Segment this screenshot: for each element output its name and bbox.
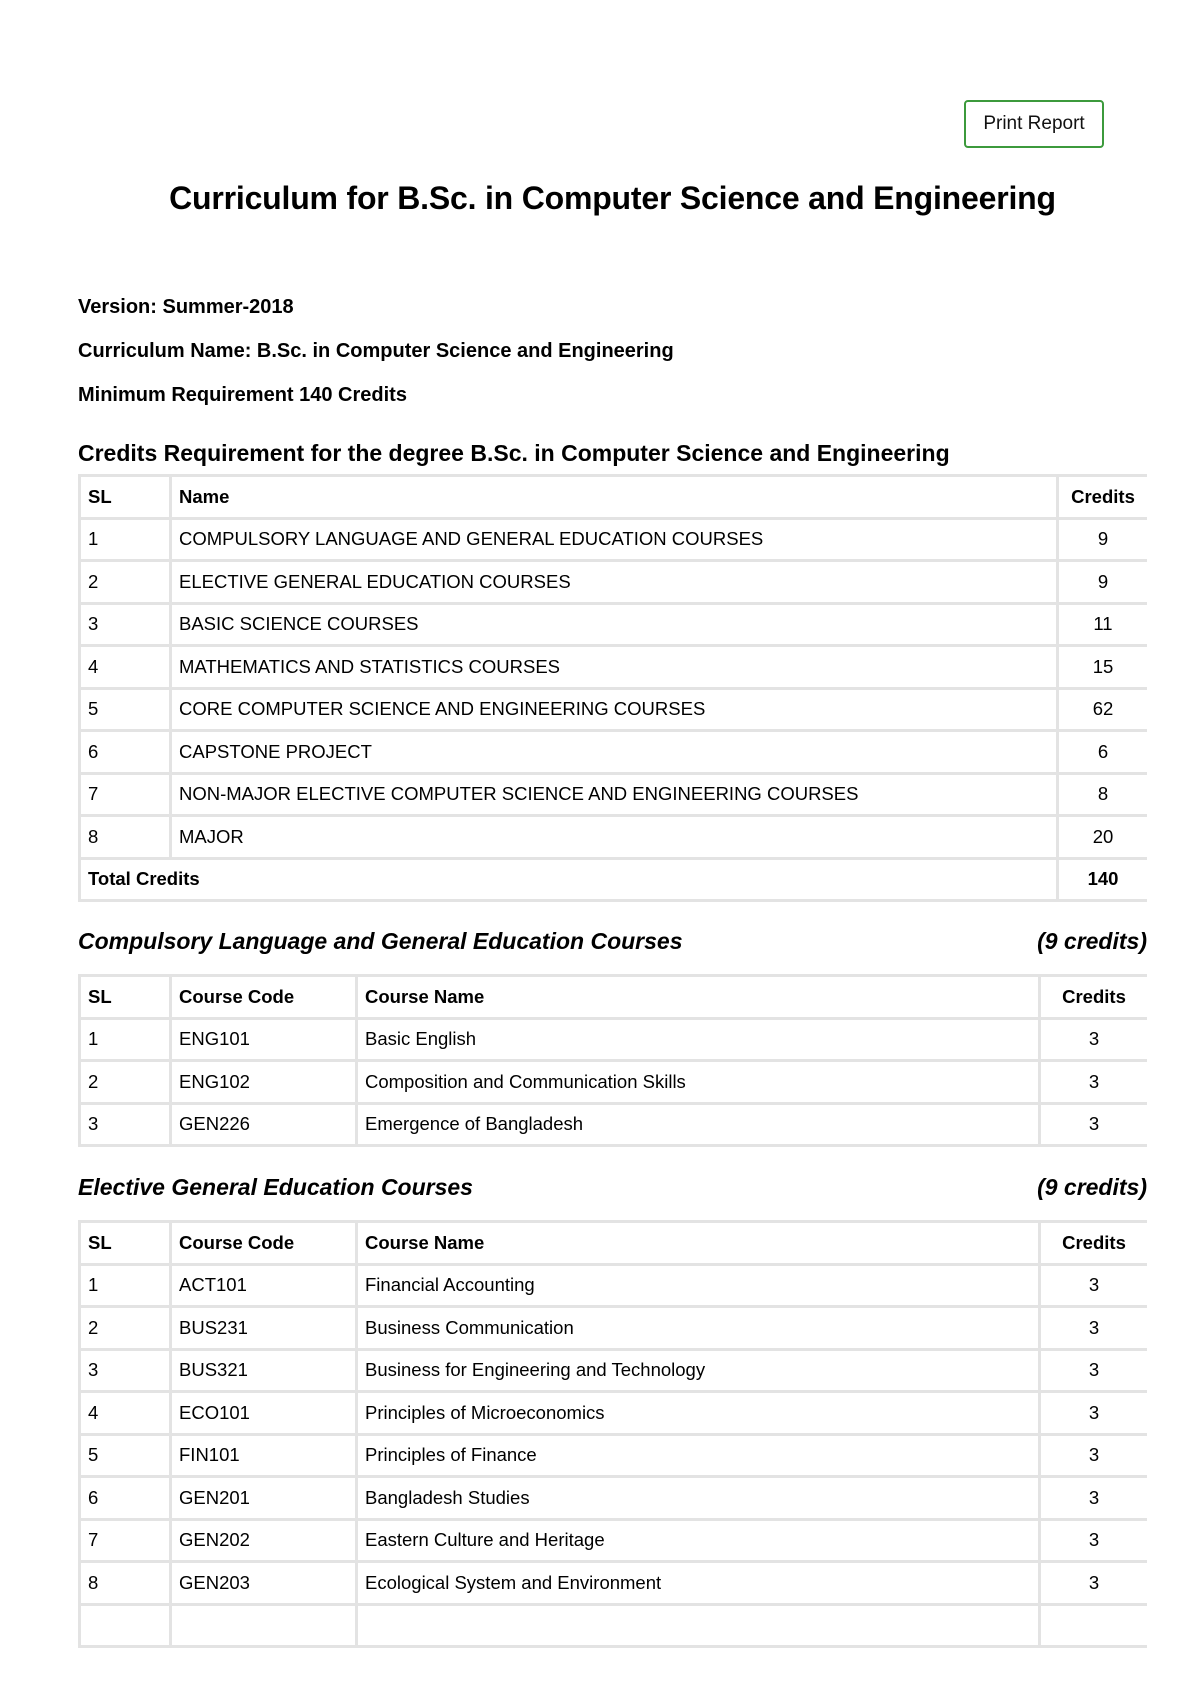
table-row (80, 1562, 1148, 1605)
table-row (80, 816, 1148, 859)
row-course-code: ENG101 (171, 1018, 357, 1061)
table-row (80, 1103, 1148, 1146)
row-credits: 9 (1058, 561, 1148, 604)
column-header-credits: Credits (1040, 1222, 1148, 1265)
row-course-name: Principles of Finance (357, 1434, 1040, 1477)
column-header-name: Name (171, 476, 1058, 519)
print-report-button[interactable]: Print Report (964, 100, 1104, 148)
row-credits: 3 (1040, 1434, 1148, 1477)
column-header-sl: SL (80, 476, 171, 519)
row-sl: 1 (80, 1264, 171, 1307)
row-credits: 15 (1058, 646, 1148, 689)
row-course-code: ECO101 (171, 1392, 357, 1435)
table-header-row (80, 1222, 1148, 1265)
row-course-name: Financial Accounting (357, 1264, 1040, 1307)
table-row (80, 561, 1148, 604)
row-credits: 20 (1058, 816, 1148, 859)
row-sl: 1 (80, 518, 171, 561)
table-row (80, 1349, 1148, 1392)
row-course-name (357, 1604, 1040, 1647)
column-header-sl: SL (80, 976, 171, 1019)
table-row (80, 1018, 1148, 1061)
section-title: Compulsory Language and General Education Courses (78, 928, 683, 954)
row-course-name: Business for Engineering and Technology (357, 1349, 1040, 1392)
table-row (80, 1264, 1148, 1307)
table-row (80, 603, 1148, 646)
table-row-partial (80, 1604, 1148, 1647)
row-course-name: Principles of Microeconomics (357, 1392, 1040, 1435)
table-header-row (80, 476, 1148, 519)
row-course-code: FIN101 (171, 1434, 357, 1477)
row-course-name: Basic English (357, 1018, 1040, 1061)
row-credits: 62 (1058, 688, 1148, 731)
row-sl (80, 1604, 171, 1647)
row-sl: 3 (80, 1349, 171, 1392)
table-header-row (80, 976, 1148, 1019)
row-course-code: GEN203 (171, 1562, 357, 1605)
row-name: CAPSTONE PROJECT (171, 731, 1058, 774)
row-name: COMPULSORY LANGUAGE AND GENERAL EDUCATION COURSES (171, 518, 1058, 561)
row-sl: 1 (80, 1018, 171, 1061)
row-course-code: GEN201 (171, 1477, 357, 1520)
column-header-course-name: Course Name (357, 976, 1040, 1019)
row-sl: 5 (80, 1434, 171, 1477)
row-sl: 7 (80, 1519, 171, 1562)
row-credits: 3 (1040, 1392, 1148, 1435)
table-row (80, 518, 1148, 561)
row-course-code (171, 1604, 357, 1647)
total-credits-value: 140 (1058, 858, 1148, 901)
column-header-credits: Credits (1040, 976, 1148, 1019)
credits-requirement-table (78, 474, 1147, 902)
curriculum-name-text: Curriculum Name: B.Sc. in Computer Science and Engineering (78, 340, 674, 362)
table-row (80, 1061, 1148, 1104)
row-name: MAJOR (171, 816, 1058, 859)
row-course-code: BUS321 (171, 1349, 357, 1392)
minimum-requirement-text: Minimum Requirement 140 Credits (78, 384, 407, 406)
row-sl: 7 (80, 773, 171, 816)
table-row (80, 1477, 1148, 1520)
row-credits: 3 (1040, 1018, 1148, 1061)
row-credits: 3 (1040, 1307, 1148, 1350)
row-course-name: Business Communication (357, 1307, 1040, 1350)
curriculum-report (78, 0, 1147, 1696)
row-name: MATHEMATICS AND STATISTICS COURSES (171, 646, 1058, 689)
section-heading-elective (78, 1174, 1147, 1201)
table-row (80, 1392, 1148, 1435)
credits-requirement-heading: Credits Requirement for the degree B.Sc. in Computer Science and Engineering (78, 440, 950, 466)
row-sl: 3 (80, 603, 171, 646)
column-header-course-code: Course Code (171, 976, 357, 1019)
row-credits: 3 (1040, 1519, 1148, 1562)
row-credits: 3 (1040, 1349, 1148, 1392)
row-credits: 8 (1058, 773, 1148, 816)
column-header-credits: Credits (1058, 476, 1148, 519)
total-credits-row (80, 858, 1148, 901)
row-credits: 3 (1040, 1103, 1148, 1146)
column-header-sl: SL (80, 1222, 171, 1265)
section-credits: (9 credits) (1037, 1174, 1147, 1200)
row-course-code: ENG102 (171, 1061, 357, 1104)
table-row (80, 646, 1148, 689)
table-row (80, 1434, 1148, 1477)
row-credits: 3 (1040, 1477, 1148, 1520)
row-sl: 3 (80, 1103, 171, 1146)
row-name: CORE COMPUTER SCIENCE AND ENGINEERING COURSES (171, 688, 1058, 731)
section-credits: (9 credits) (1037, 928, 1147, 954)
row-sl: 5 (80, 688, 171, 731)
row-sl: 2 (80, 561, 171, 604)
row-sl: 2 (80, 1307, 171, 1350)
total-credits-label: Total Credits (80, 858, 1058, 901)
row-course-code: GEN202 (171, 1519, 357, 1562)
row-name: BASIC SCIENCE COURSES (171, 603, 1058, 646)
row-credits: 11 (1058, 603, 1148, 646)
elective-courses-table (78, 1220, 1147, 1648)
row-sl: 6 (80, 731, 171, 774)
row-credits: 3 (1040, 1562, 1148, 1605)
row-credits: 6 (1058, 731, 1148, 774)
section-heading-compulsory (78, 928, 1147, 955)
column-header-course-name: Course Name (357, 1222, 1040, 1265)
version-text: Version: Summer-2018 (78, 296, 294, 318)
row-name: NON-MAJOR ELECTIVE COMPUTER SCIENCE AND ENGINEERING COURSES (171, 773, 1058, 816)
row-sl: 6 (80, 1477, 171, 1520)
table-row (80, 1519, 1148, 1562)
row-course-name: Bangladesh Studies (357, 1477, 1040, 1520)
row-credits: 3 (1040, 1061, 1148, 1104)
row-course-name: Ecological System and Environment (357, 1562, 1040, 1605)
row-course-code: GEN226 (171, 1103, 357, 1146)
row-credits: 3 (1040, 1264, 1148, 1307)
row-credits (1040, 1604, 1148, 1647)
row-sl: 2 (80, 1061, 171, 1104)
row-course-code: BUS231 (171, 1307, 357, 1350)
row-course-name: Emergence of Bangladesh (357, 1103, 1040, 1146)
row-sl: 4 (80, 646, 171, 689)
column-header-course-code: Course Code (171, 1222, 357, 1265)
row-sl: 8 (80, 1562, 171, 1605)
table-row (80, 688, 1148, 731)
table-row (80, 1307, 1148, 1350)
table-row (80, 773, 1148, 816)
section-title: Elective General Education Courses (78, 1174, 473, 1200)
row-course-name: Composition and Communication Skills (357, 1061, 1040, 1104)
row-name: ELECTIVE GENERAL EDUCATION COURSES (171, 561, 1058, 604)
row-sl: 8 (80, 816, 171, 859)
row-course-code: ACT101 (171, 1264, 357, 1307)
compulsory-courses-table (78, 974, 1147, 1147)
row-credits: 9 (1058, 518, 1148, 561)
page-title: Curriculum for B.Sc. in Computer Science and Engineering (169, 180, 1056, 216)
row-course-name: Eastern Culture and Heritage (357, 1519, 1040, 1562)
row-sl: 4 (80, 1392, 171, 1435)
table-row (80, 731, 1148, 774)
